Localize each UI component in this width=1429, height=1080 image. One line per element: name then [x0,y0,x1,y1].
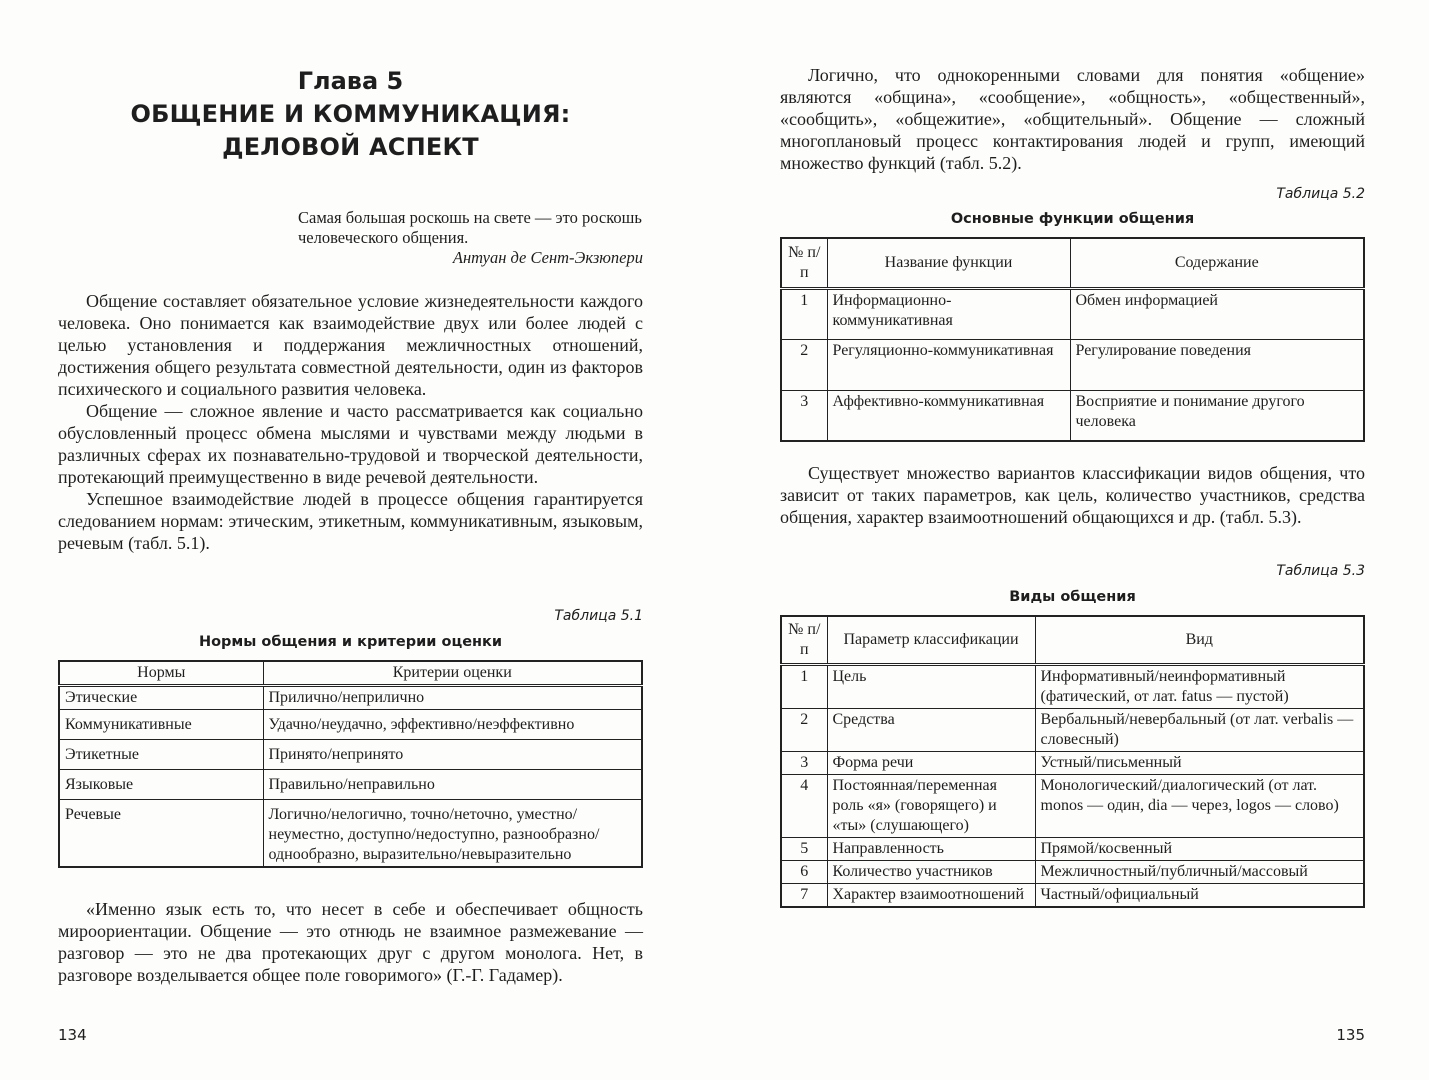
table-cell: Языковые [59,770,263,800]
classification-text [780,462,1365,528]
table-cell: 3 [781,751,827,774]
table-title: Основные функции общения [950,211,1195,227]
table-title: Виды общения [1009,589,1136,605]
table-cell: Количество участников [827,860,1035,883]
paragraph: Логично, что однокоренными словами для понятия «общение» являются «община», «сообщение», «общность», «общественный», «сообщить», «общежитие», «общительный». Общение — сложный многоплановый процесс контактирования людей и групп, имеющий множество функций (табл. 5.2). [780,65,1365,173]
column-header: Параметр классификации [827,616,1035,664]
table-cell: Речевые [59,800,263,868]
table-row [781,390,1364,441]
table-row [59,770,642,800]
table-cell: Прилично/неприлично [263,686,642,710]
table-number: Таблица 5.3 [1276,563,1365,579]
table-row [781,664,1364,708]
functions-table [780,237,1365,442]
table-cell: Этические [59,686,263,710]
paragraph: Общение — сложное явление и часто рассматривается как социально обусловленный процесс обмена мыслями и чувствами между людьми в различных сферах их познавательно-трудовой и творческой деятельности, протекающий преимущественно в виде речевой деятельности. [58,401,643,487]
table-cell: Правильно/неправильно [263,770,642,800]
column-header: Название функции [827,238,1070,288]
table-row [781,860,1364,883]
table-header-row [781,616,1364,664]
table-cell: Регуляционно-коммуникативная [827,339,1070,390]
table-cell: Удачно/неудачно, эффективно/неэффективно [263,710,642,740]
table-cell: 7 [781,883,827,907]
body-text [58,290,643,554]
chapter-title: ОБЩЕНИЕ И КОММУНИКАЦИЯ: ДЕЛОВОЙ АСПЕКТ [130,100,571,161]
table-cell: 2 [781,339,827,390]
table-cell: Монологический/диалогический (от лат. monos — один, dia — через, logos — слово) [1035,774,1364,837]
table-cell: 3 [781,390,827,441]
table-cell: 2 [781,708,827,751]
table-row [59,740,642,770]
closing-quote [58,898,643,986]
page-number: 134 [58,1026,87,1044]
column-header: № п/п [781,616,827,664]
types-table [780,615,1365,908]
table-row [781,339,1364,390]
page-number: 135 [1336,1026,1365,1044]
table-row [781,288,1364,339]
table-cell: Обмен информацией [1070,288,1364,339]
table-cell: Аффективно-коммуникативная [827,390,1070,441]
table-row [781,751,1364,774]
table-number: Таблица 5.1 [554,608,643,624]
column-header: № п/п [781,238,827,288]
table-header-row [59,661,642,686]
intro-text [780,64,1365,174]
table-row [59,710,642,740]
table-row [781,774,1364,837]
epigraph-quote: Самая большая роскошь на свете — это роскошь человеческого общения. [298,208,642,247]
table-row [781,837,1364,860]
table-cell: Вербальный/невербальный (от лат. verbalis — словесный) [1035,708,1364,751]
table-row [59,686,642,710]
table-cell: Логично/нелогично, точно/неточно, уместно/неуместно, доступно/недоступно, разнообразно/однообразно, выразительно/невыразительно [263,800,642,868]
left-page [58,0,643,1080]
column-header: Содержание [1070,238,1364,288]
table-row [781,708,1364,751]
table-row [59,800,642,868]
paragraph: «Именно язык есть то, что несет в себе и обеспечивает общность мироориентации. Общение — это отнюдь не взаимное размежевание — разговор — это не два протекающих друг с другом монолога. Нет, в разговоре возделывается общее поле говоримого» (Г.-Г. Гадамер). [58,899,643,985]
table-cell: Характер взаимоотношений [827,883,1035,907]
norms-table [58,660,643,868]
table-cell: 6 [781,860,827,883]
paragraph: Успешное взаимодействие людей в процессе общения гарантируется следованием нормам: этическим, этикетным, коммуникативным, языковым, речевым (табл. 5.1). [58,489,643,553]
right-page [780,0,1365,1080]
table-cell: Коммуникативные [59,710,263,740]
column-header: Вид [1035,616,1364,664]
table-cell: Частный/официальный [1035,883,1364,907]
table-cell: Регулирование поведения [1070,339,1364,390]
table-cell: 4 [781,774,827,837]
table-cell: Направленность [827,837,1035,860]
table-title: Нормы общения и критерии оценки [198,634,503,650]
column-header: Нормы [59,661,263,686]
table-cell: Прямой/косвенный [1035,837,1364,860]
table-cell: Информативный/неинформативный (фатический, от лат. fatus — пустой) [1035,664,1364,708]
table-cell: Форма речи [827,751,1035,774]
table-cell: Межличностный/публичный/массовый [1035,860,1364,883]
table-cell: Устный/письменный [1035,751,1364,774]
table-cell: Средства [827,708,1035,751]
table-cell: Принято/непринято [263,740,642,770]
epigraph [298,208,643,268]
column-header: Критерии оценки [263,661,642,686]
paragraph: Существует множество вариантов классификации видов общения, что зависит от таких параметров, как цель, количество участников, средства общения, характер взаимоотношений общающихся и др. (табл. 5.3). [780,463,1365,527]
table-cell: Этикетные [59,740,263,770]
table-cell: Цель [827,664,1035,708]
epigraph-author: Антуан де Сент-Экзюпери [452,248,643,267]
paragraph: Общение составляет обязательное условие жизнедеятельности каждого человека. Оно понимается как взаимодействие двух или более людей с целью установления и поддержания межличностных отношений, достижения общего результата совместной деятельности, один из факторов психического и социального развития человека. [58,291,643,399]
table-header-row [781,238,1364,288]
table-row [781,883,1364,907]
table-cell: 5 [781,837,827,860]
chapter-number: Глава 5 [297,67,404,95]
table-number: Таблица 5.2 [1276,186,1365,202]
table-cell: 1 [781,664,827,708]
table-cell: 1 [781,288,827,339]
table-cell: Восприятие и понимание другого человека [1070,390,1364,441]
table-cell: Постоянная/переменная роль «я» (говорящего) и «ты» (слушающего) [827,774,1035,837]
table-cell: Информационно-коммуникативная [827,288,1070,339]
